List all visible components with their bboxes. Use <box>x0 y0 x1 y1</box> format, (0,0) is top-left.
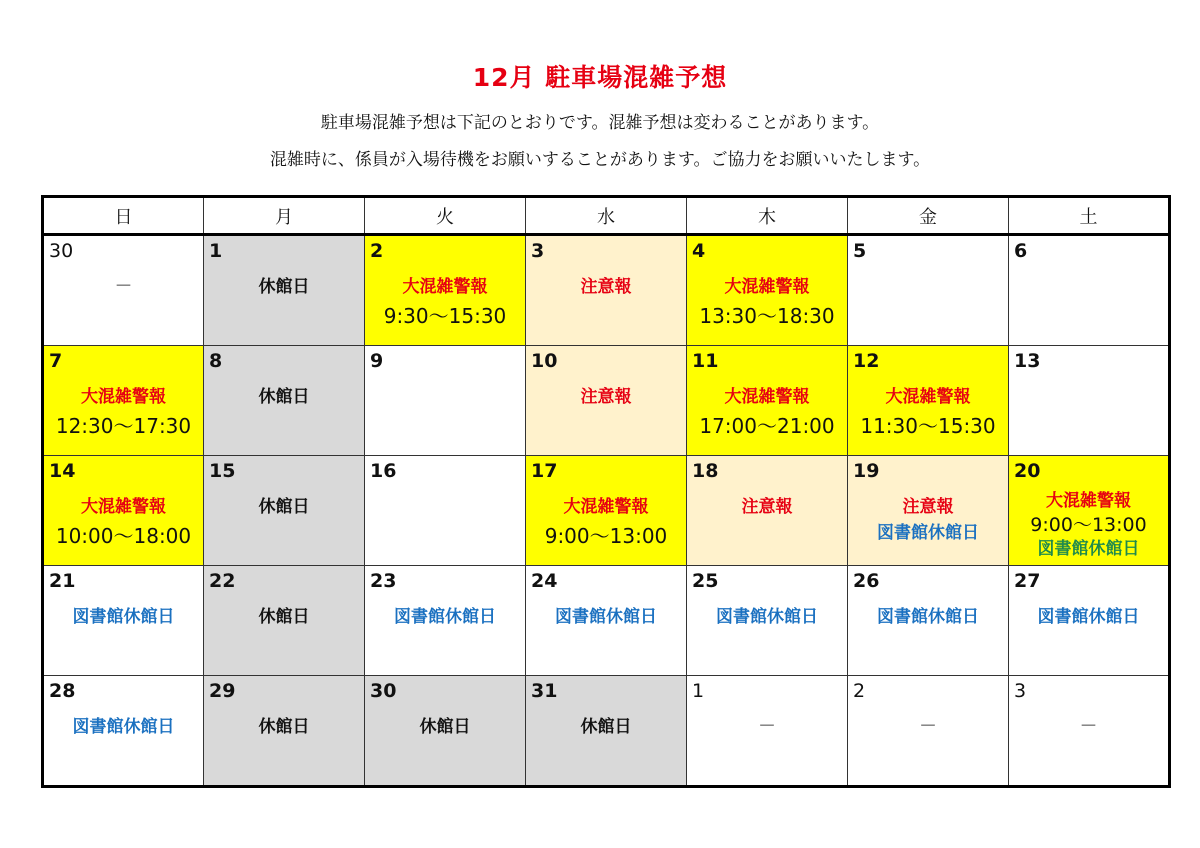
time-range: 17:00～21:00 <box>699 414 835 438</box>
empty-mark: － <box>758 716 776 737</box>
day-content <box>365 604 525 630</box>
closed-label: 休館日 <box>258 387 310 407</box>
time-range: 13:30～18:30 <box>699 304 835 328</box>
day-content <box>1009 604 1168 630</box>
closed-label: 休館日 <box>258 717 310 737</box>
day-number: 30 <box>370 680 397 702</box>
day-number: 25 <box>692 570 719 592</box>
closed-label: 休館日 <box>580 717 632 737</box>
time-range: 9:00～13:00 <box>544 524 668 548</box>
day-cell <box>365 235 526 346</box>
weekday-row <box>43 197 1170 235</box>
day-cell <box>43 235 204 346</box>
alert-label: 大混雑警報 <box>402 277 488 297</box>
library-closed-label: 図書館休館日 <box>1037 539 1140 559</box>
time-range: 9:30～15:30 <box>383 304 507 328</box>
closed-label: 休館日 <box>258 607 310 627</box>
day-cell <box>43 566 204 676</box>
alert-label: 大混雑警報 <box>81 497 166 517</box>
alert-label: 大混雑警報 <box>563 497 649 517</box>
alert-label: 大混雑警報 <box>724 277 810 297</box>
calendar-body <box>43 235 1170 787</box>
week-row <box>43 346 1170 456</box>
alert-label: 大混雑警報 <box>724 387 810 407</box>
week-row <box>43 456 1170 566</box>
day-content <box>687 384 847 442</box>
day-cell <box>687 566 848 676</box>
day-content <box>204 714 364 740</box>
day-number: 2 <box>853 680 866 702</box>
day-content <box>526 714 686 740</box>
empty-mark: － <box>1079 716 1098 737</box>
day-content <box>204 274 364 300</box>
day-content <box>204 494 364 520</box>
day-cell <box>1009 676 1170 787</box>
page-title: 12月 駐車場混雑予想 <box>472 63 728 92</box>
library-closed-label: 図書館休館日 <box>877 523 979 543</box>
day-number: 31 <box>531 680 558 702</box>
day-cell <box>204 235 365 346</box>
day-number: 1 <box>209 240 223 262</box>
day-cell <box>204 346 365 456</box>
weekday-sat: 土 <box>1009 197 1170 235</box>
day-number: 24 <box>531 570 558 592</box>
day-number: 16 <box>370 460 397 482</box>
time-range: 11:30～15:30 <box>860 414 996 438</box>
weekday-thu: 木 <box>687 197 848 235</box>
time-range: 12:30～17:30 <box>55 414 192 438</box>
closed-label: 休館日 <box>258 497 310 517</box>
day-number: 19 <box>853 460 880 482</box>
day-content <box>687 604 847 630</box>
alert-label: 注意報 <box>741 497 793 517</box>
day-content <box>848 384 1008 442</box>
alert-label: 大混雑警報 <box>1046 491 1131 511</box>
day-cell <box>43 346 204 456</box>
day-content <box>365 274 525 332</box>
day-cell <box>1009 456 1170 566</box>
empty-mark: － <box>114 276 133 297</box>
day-content <box>526 274 686 300</box>
library-closed-label: 図書館休館日 <box>1037 607 1140 627</box>
day-cell <box>848 456 1009 566</box>
alert-label: 注意報 <box>580 277 632 297</box>
day-cell <box>848 676 1009 787</box>
day-number: 12 <box>853 350 880 372</box>
day-number: 5 <box>853 240 867 262</box>
day-cell <box>43 676 204 787</box>
day-cell <box>43 456 204 566</box>
day-number: 15 <box>209 460 236 482</box>
weekday-sun: 日 <box>43 197 204 235</box>
day-number: 17 <box>531 460 558 482</box>
day-cell <box>526 676 687 787</box>
day-content <box>365 714 525 740</box>
day-number: 22 <box>209 570 236 592</box>
day-content <box>204 604 364 630</box>
day-content <box>848 604 1008 630</box>
day-cell <box>687 235 848 346</box>
day-content <box>44 384 203 442</box>
library-closed-label: 図書館休館日 <box>72 607 175 627</box>
day-cell <box>526 566 687 676</box>
day-number: 14 <box>49 460 76 482</box>
day-cell <box>365 566 526 676</box>
day-number: 27 <box>1014 570 1041 592</box>
day-cell <box>1009 235 1170 346</box>
library-closed-label: 図書館休館日 <box>555 607 657 627</box>
day-content <box>526 494 686 552</box>
calendar-header <box>43 197 1170 235</box>
day-number: 11 <box>692 350 719 372</box>
day-number: 18 <box>692 460 719 482</box>
day-cell <box>365 346 526 456</box>
day-cell <box>687 676 848 787</box>
calendar-table <box>41 195 1171 788</box>
alert-label: 注意報 <box>580 387 632 407</box>
day-number: 21 <box>49 570 76 592</box>
notice-line-2: 混雑時に、係員が入場待機をお願いすることがあります。ご協力をお願いいたします。 <box>269 150 931 170</box>
day-number: 8 <box>209 350 223 372</box>
day-cell <box>848 346 1009 456</box>
day-number: 4 <box>692 240 706 262</box>
weekday-mon: 月 <box>204 197 365 235</box>
day-number: 6 <box>1014 240 1028 262</box>
day-cell <box>1009 566 1170 676</box>
day-number: 20 <box>1014 460 1041 482</box>
day-number: 23 <box>370 570 397 592</box>
library-closed-label: 図書館休館日 <box>716 607 818 627</box>
day-content <box>687 274 847 332</box>
day-cell <box>526 235 687 346</box>
alert-label: 注意報 <box>902 497 954 517</box>
week-row <box>43 676 1170 787</box>
day-content <box>687 494 847 520</box>
day-number: 9 <box>370 350 384 372</box>
weekday-fri: 金 <box>848 197 1009 235</box>
day-content <box>44 714 203 740</box>
day-content <box>526 384 686 410</box>
day-content <box>848 714 1008 740</box>
day-cell <box>365 676 526 787</box>
day-cell <box>848 235 1009 346</box>
day-content <box>1009 714 1168 740</box>
day-number: 3 <box>531 240 545 262</box>
day-cell <box>204 456 365 566</box>
day-number: 29 <box>209 680 236 702</box>
closed-label: 休館日 <box>258 277 310 297</box>
week-row <box>43 235 1170 346</box>
week-row <box>43 566 1170 676</box>
day-content <box>687 714 847 740</box>
day-cell <box>526 346 687 456</box>
library-closed-label: 図書館休館日 <box>72 717 175 737</box>
alert-label: 大混雑警報 <box>885 387 971 407</box>
weekday-wed: 水 <box>526 197 687 235</box>
day-number: 30 <box>49 240 74 262</box>
day-number: 28 <box>49 680 76 702</box>
day-number: 3 <box>1014 680 1027 702</box>
day-cell <box>365 456 526 566</box>
day-cell <box>687 346 848 456</box>
day-content <box>848 494 1008 546</box>
day-cell <box>526 456 687 566</box>
day-cell <box>687 456 848 566</box>
day-number: 10 <box>531 350 558 372</box>
library-closed-label: 図書館休館日 <box>877 607 979 627</box>
time-range: 9:00～13:00 <box>1030 514 1147 536</box>
day-content <box>204 384 364 410</box>
closed-label: 休館日 <box>419 717 471 737</box>
day-number: 2 <box>370 240 384 262</box>
day-number: 13 <box>1014 350 1041 372</box>
time-range: 10:00～18:00 <box>55 524 192 548</box>
day-cell <box>1009 346 1170 456</box>
day-cell <box>848 566 1009 676</box>
day-content <box>44 494 203 552</box>
day-number: 26 <box>853 570 880 592</box>
day-number: 7 <box>49 350 63 372</box>
day-content <box>1009 490 1168 561</box>
day-content <box>526 604 686 630</box>
notice-line-1: 駐車場混雑予想は下記のとおりです。混雑予想は変わることがあります。 <box>320 113 880 133</box>
empty-mark: － <box>919 716 937 737</box>
day-cell <box>204 676 365 787</box>
day-content <box>44 274 203 300</box>
alert-label: 大混雑警報 <box>81 387 166 407</box>
day-number: 1 <box>692 680 705 702</box>
day-content <box>44 604 203 630</box>
day-cell <box>204 566 365 676</box>
library-closed-label: 図書館休館日 <box>394 607 496 627</box>
weekday-tue: 火 <box>365 197 526 235</box>
